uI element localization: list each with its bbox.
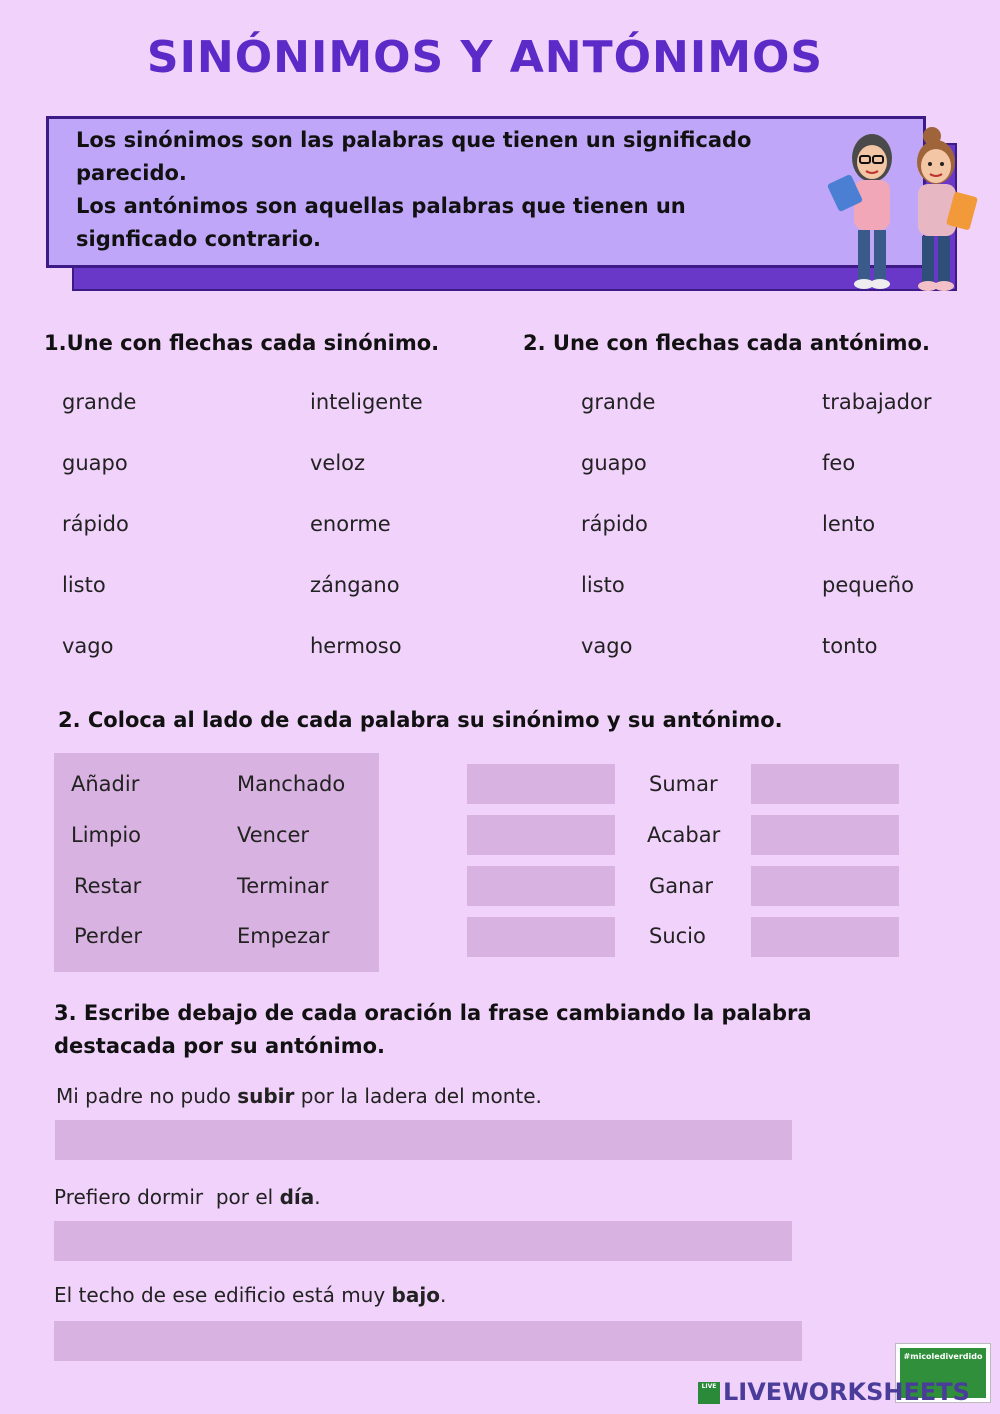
synonym-right-word[interactable]: enorme (310, 512, 391, 536)
page-title: SINÓNIMOS Y ANTÓNIMOS (146, 32, 824, 83)
synonym-right-word[interactable]: zángano (310, 573, 400, 597)
sentence-answer-field[interactable] (55, 1120, 792, 1160)
liveworksheets-brand[interactable]: LIVEWORKSHEETS (723, 1378, 970, 1406)
synonym-left-word[interactable]: grande (62, 390, 137, 414)
synonym-answer-box[interactable] (467, 866, 615, 906)
sentence-1 (56, 1084, 542, 1108)
word-bank-item[interactable]: Vencer (237, 823, 310, 847)
antonym-answer-box[interactable] (751, 866, 899, 906)
synonym-left-word[interactable]: listo (62, 573, 106, 597)
word-bank-item[interactable]: Terminar (237, 874, 329, 898)
sentence-text: Prefiero dormir por el (54, 1185, 280, 1209)
word-bank-item[interactable]: Restar (74, 874, 142, 898)
teacher-left-figure (827, 134, 892, 289)
word-bank-item[interactable]: Perder (74, 924, 142, 948)
antonym-left-word[interactable]: vago (581, 634, 633, 658)
sentence-2 (54, 1185, 321, 1209)
target-word: Sumar (649, 772, 718, 796)
intro-text (76, 124, 826, 256)
antonym-right-word[interactable]: feo (822, 451, 856, 475)
highlighted-word: bajo (391, 1283, 440, 1307)
word-bank-item[interactable]: Limpio (71, 823, 142, 847)
antonym-left-word[interactable]: guapo (581, 451, 647, 475)
sentence-text: El techo de ese edificio está muy (54, 1283, 392, 1307)
antonym-right-word[interactable]: pequeño (822, 573, 914, 597)
intro-line: Los antónimos son aquellas palabras que tienen un (76, 194, 686, 218)
intro-line: signficado contrario. (76, 227, 321, 251)
synonym-left-word[interactable]: guapo (62, 451, 128, 475)
synonym-left-word[interactable]: rápido (62, 512, 129, 536)
liveworksheets-logo-icon: LIVE (698, 1382, 720, 1404)
target-word: Acabar (647, 823, 721, 847)
word-bank-item[interactable]: Añadir (71, 772, 140, 796)
synonym-left-word[interactable]: vago (62, 634, 114, 658)
sentence-text: . (439, 1283, 447, 1307)
teachers-illustration (810, 118, 990, 298)
antonym-right-word[interactable]: tonto (822, 634, 878, 658)
target-word: Ganar (649, 874, 713, 898)
highlighted-word: día (279, 1185, 315, 1209)
antonym-answer-box[interactable] (751, 815, 899, 855)
exercise-4-title-line2: destacada por su antónimo. (54, 1034, 386, 1058)
teacher-right-figure (917, 127, 978, 291)
exercise-1-title: 1.Une con flechas cada sinónimo. (44, 331, 440, 355)
sentence-text: por la ladera del monte. (294, 1084, 542, 1108)
synonym-right-word[interactable]: veloz (310, 451, 366, 475)
antonym-answer-box[interactable] (751, 917, 899, 957)
sentence-answer-field[interactable] (54, 1321, 802, 1361)
exercise-4-title-line1: 3. Escribe debajo de cada oración la frase cambiando la palabra (54, 1001, 812, 1025)
highlighted-word: subir (237, 1084, 295, 1108)
antonym-left-word[interactable]: rápido (581, 512, 648, 536)
synonym-answer-box[interactable] (467, 815, 615, 855)
word-bank-item[interactable]: Manchado (237, 772, 346, 796)
word-bank-item[interactable]: Empezar (237, 924, 330, 948)
synonym-answer-box[interactable] (467, 764, 615, 804)
sentence-3 (54, 1283, 446, 1307)
sentence-answer-field[interactable] (54, 1221, 792, 1261)
intro-line: parecido. (76, 161, 187, 185)
antonym-answer-box[interactable] (751, 764, 899, 804)
sentence-text: Mi padre no pudo (56, 1084, 238, 1108)
exercise-2-title: 2. Une con flechas cada antónimo. (523, 331, 930, 355)
synonym-right-word[interactable]: hermoso (310, 634, 402, 658)
synonym-right-word[interactable]: inteligente (310, 390, 423, 414)
intro-line: Los sinónimos son las palabras que tienen un significado (76, 128, 752, 152)
target-word: Sucio (649, 924, 706, 948)
antonym-left-word[interactable]: grande (581, 390, 656, 414)
antonym-left-word[interactable]: listo (581, 573, 625, 597)
antonym-right-word[interactable]: trabajador (822, 390, 932, 414)
exercise-3-title: 2. Coloca al lado de cada palabra su sinónimo y su antónimo. (58, 708, 783, 732)
sentence-text: . (314, 1185, 321, 1209)
synonym-answer-box[interactable] (467, 917, 615, 957)
author-badge-label: #micolediverdido (900, 1348, 986, 1398)
antonym-right-word[interactable]: lento (822, 512, 876, 536)
